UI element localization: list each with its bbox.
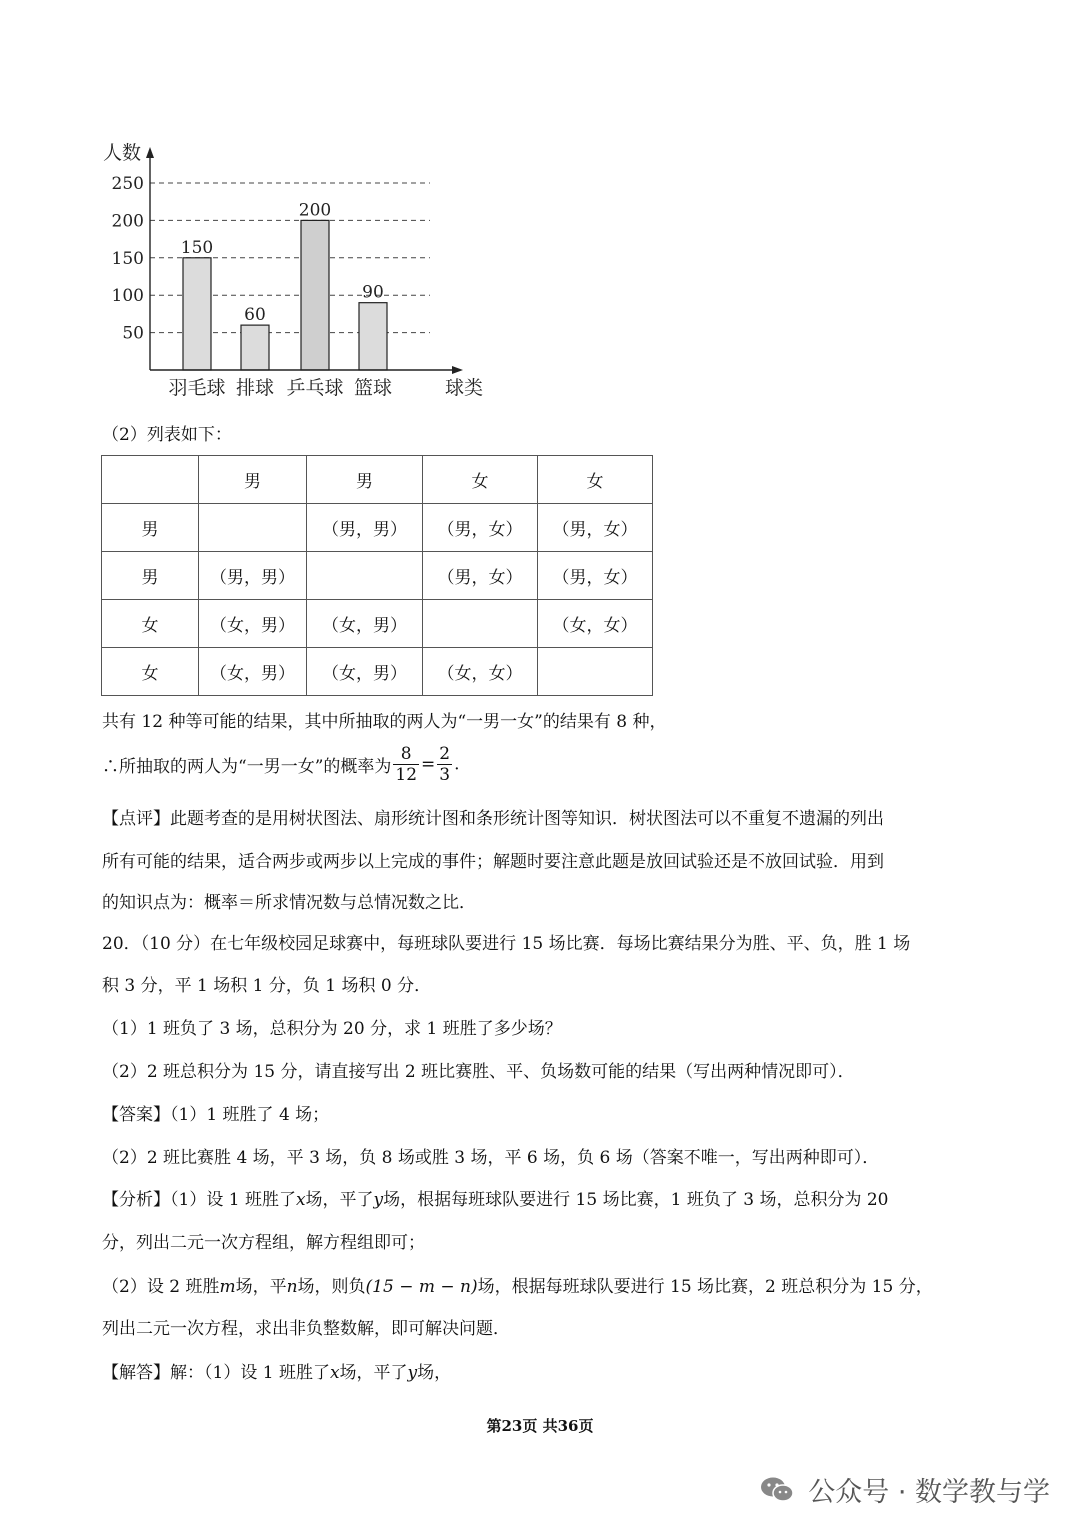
analysis-line-2: 分，列出二元一次方程组，解方程组即可； <box>102 1233 425 1253</box>
watermark-text: 公众号 · 数学教与学 <box>808 1477 1050 1508</box>
analysis-text: 场，平了 <box>305 1190 374 1210</box>
table-cell: （男，女） <box>538 552 653 600</box>
comment-line-1: 【点评】此题考查的是用树状图法、扇形统计图和条形统计图等知识．树状图法可以不重复不遗漏的列出 <box>102 809 884 829</box>
analysis-line-3 <box>102 1276 933 1298</box>
var-y: y <box>407 1363 418 1383</box>
table-cell <box>423 600 538 648</box>
solution-text: 【解答】解：（1）设 1 班胜了 <box>102 1363 330 1383</box>
table-row-header: 男 <box>102 504 199 552</box>
table-row-header: 男 <box>102 552 199 600</box>
var-x: x <box>329 1363 340 1383</box>
analysis-text: （2）设 2 班胜 <box>102 1277 220 1297</box>
x-tick-label: 乒乓球 <box>286 377 344 399</box>
table-row <box>102 552 653 600</box>
question-20-part-2: （2）2 班总积分为 15 分，请直接写出 2 班比赛胜、平、负场数可能的结果（写出两种情况即可）． <box>102 1062 855 1082</box>
table-cell: （女，男） <box>307 648 423 696</box>
analysis-line-1 <box>102 1189 888 1211</box>
watermark <box>760 1470 1050 1509</box>
table-cell: （男，男） <box>307 504 423 552</box>
x-tick-label: 羽毛球 <box>168 377 226 399</box>
fraction-2-3 <box>437 744 452 785</box>
fraction-numerator: 2 <box>439 744 451 764</box>
bar-data-label: 60 <box>244 305 266 326</box>
comment-line-2: 所有可能的结果，适合两步或两步以上完成的事件；解题时要注意此题是放回试验还是不放回试验．用到 <box>102 852 884 872</box>
bar <box>183 258 211 370</box>
outcome-table <box>101 455 653 696</box>
table-header-cell: 女 <box>423 456 538 504</box>
answer-line-2: （2）2 班比赛胜 4 场，平 3 场，负 8 场或胜 3 场，平 6 场，负 6 场（答案不唯一，写出两种即可）． <box>102 1148 880 1168</box>
page-footer: 第23页 共36页 <box>486 1417 594 1435</box>
table-cell: （男，女） <box>538 504 653 552</box>
question-20-line-2: 积 3 分，平 1 场积 1 分，负 1 场积 0 分． <box>102 976 432 996</box>
bar-data-label: 150 <box>180 237 214 258</box>
analysis-text: 【分析】（1）设 1 班胜了 <box>102 1190 296 1210</box>
probability-text: ∴所抽取的两人为“一男一女”的概率为 <box>102 757 392 777</box>
table-header-cell: 男 <box>307 456 423 504</box>
analysis-text: 场，根据每班球队要进行 15 场比赛，1 班负了 3 场，总积分为 20 <box>383 1190 889 1210</box>
table-cell: （男，男） <box>199 552 307 600</box>
table-row-header: 女 <box>102 648 199 696</box>
table-cell: （女，男） <box>199 648 307 696</box>
question-20-part-1: （1）1 班负了 3 场，总积分为 20 分，求 1 班胜了多少场？ <box>102 1019 562 1039</box>
bars <box>181 200 387 370</box>
loss-expression: (15 − m − n) <box>365 1277 478 1297</box>
table-cell: （女，男） <box>199 600 307 648</box>
table-row <box>102 504 653 552</box>
fraction-8-12 <box>393 744 419 785</box>
table-row <box>102 648 653 696</box>
solution-line-1 <box>102 1362 451 1384</box>
bar-data-label: 90 <box>362 282 384 303</box>
answer-line-1: 【答案】（1）1 班胜了 4 场； <box>102 1105 330 1125</box>
y-axis-title: 人数 <box>103 142 142 164</box>
question-20-line-1: 20．（10 分）在七年级校园足球赛中，每班球队要进行 15 场比赛．每场比赛结果分为胜、平、负，胜 1 场 <box>102 934 911 954</box>
solution-text: 场， <box>417 1363 452 1383</box>
bar <box>359 303 387 370</box>
table-cell <box>199 504 307 552</box>
comment-line-3: 的知识点为：概率＝所求情况数与总情况数之比． <box>102 893 476 913</box>
bar-data-label: 200 <box>298 200 332 221</box>
y-axis-ticks <box>112 174 144 344</box>
table-intro: （2）列表如下： <box>102 425 232 445</box>
y-tick-label: 200 <box>111 211 144 232</box>
fraction-denominator: 12 <box>395 765 418 785</box>
wechat-icon <box>760 1476 794 1504</box>
analysis-text: 场，则负 <box>297 1277 366 1297</box>
period: . <box>454 754 460 775</box>
y-tick-label: 250 <box>111 174 144 194</box>
table-cell: （女，男） <box>307 600 423 648</box>
table-row <box>102 600 653 648</box>
table-header-cell: 女 <box>538 456 653 504</box>
table-cell <box>538 648 653 696</box>
var-x: x <box>295 1190 306 1210</box>
x-axis-labels <box>168 377 392 399</box>
fraction-numerator: 8 <box>393 744 419 765</box>
bar <box>241 325 269 370</box>
table-header-cell <box>102 456 199 504</box>
analysis-text: 场，平 <box>235 1277 287 1297</box>
x-tick-label: 篮球 <box>353 377 393 399</box>
table-cell: （男，女） <box>423 552 538 600</box>
table-header-cell: 男 <box>199 456 307 504</box>
y-tick-label: 50 <box>122 323 144 344</box>
fraction-denominator: 3 <box>439 765 451 785</box>
equals-sign: = <box>421 754 436 775</box>
table-cell: （男，女） <box>423 504 538 552</box>
y-axis-arrow <box>146 147 154 158</box>
result-line: 共有 12 种等可能的结果，其中所抽取的两人为“一男一女”的结果有 8 种， <box>102 712 667 732</box>
var-y: y <box>373 1190 384 1210</box>
table-cell: （女，女） <box>538 600 653 648</box>
y-tick-label: 100 <box>111 286 144 307</box>
bar <box>301 220 329 370</box>
x-tick-label: 排球 <box>235 377 275 399</box>
bar-chart <box>95 135 515 405</box>
var-m: m <box>219 1277 236 1297</box>
analysis-line-4: 列出二元一次方程，求出非负整数解，即可解决问题． <box>102 1319 510 1339</box>
table-header-row <box>102 456 653 504</box>
x-axis-arrow <box>452 366 463 374</box>
solution-text: 场，平了 <box>339 1363 408 1383</box>
table-cell <box>307 552 423 600</box>
x-axis-title: 球类 <box>445 377 484 399</box>
var-n: n <box>286 1277 298 1297</box>
probability-line <box>102 744 460 785</box>
table-cell: （女，女） <box>423 648 538 696</box>
analysis-text: 场，根据每班球队要进行 15 场比赛，2 班总积分为 15 分， <box>477 1277 933 1297</box>
y-tick-label: 150 <box>111 248 144 269</box>
table-row-header: 女 <box>102 600 199 648</box>
